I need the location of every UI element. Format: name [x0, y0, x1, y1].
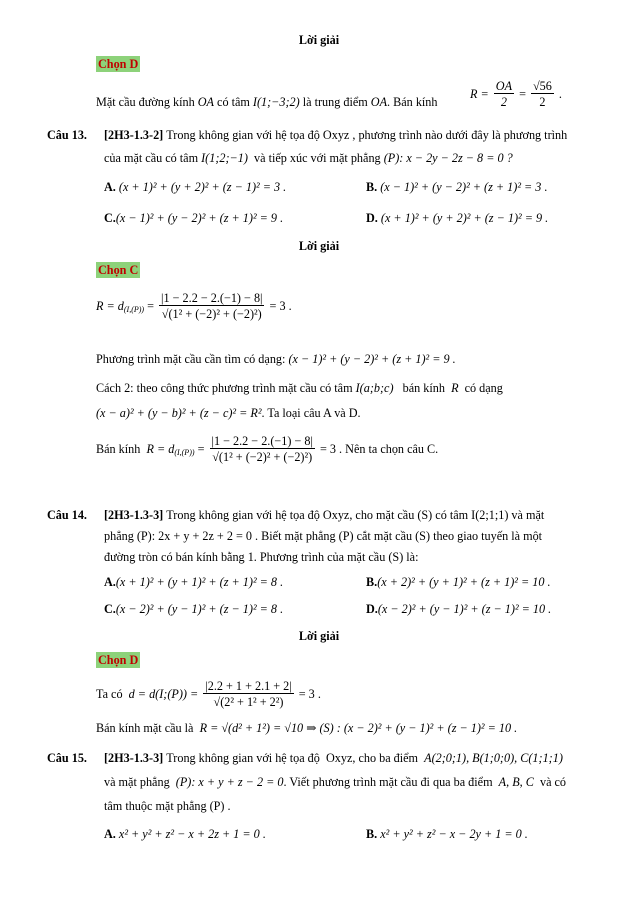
solution-heading-13: Lời giải	[298, 239, 340, 253]
option-a-14[interactable]: A.(x + 1)² + (y + 1)² + (z + 1)² = 8 .	[104, 575, 284, 589]
question-text-14-line2: phẳng (P): 2x + y + 2z + 2 = 0 . Biết mặt phẳng (P) cắt mặt cầu (S) theo giao tuyến là một	[104, 529, 543, 543]
answer-choice-badge-14: Chọn D	[98, 653, 139, 667]
option-c-13[interactable]: C.(x − 1)² + (y − 2)² + (z + 1)² = 9 .	[104, 211, 284, 225]
equation-line-13: Phương trình mặt cầu cần tìm có dạng: (x − 1)² + (y − 2)² + (z + 1)² = 9 .	[96, 352, 456, 366]
radius-formula-12: R = $\frac{OA}{2}$ = $\frac{√56}{2}$ .	[470, 79, 562, 110]
distance-formula-14: Ta có d = d(I;(P)) = $\frac{|2.2 + 1 + 2.1 + 2|}{\text{√(2² + 1² + 2²)}}$ = 3 .	[96, 679, 321, 710]
solution-text-12: Mặt cầu đường kính OA có tâm I(1;−3;2) là trung điểm OA. Bán kính	[96, 95, 438, 109]
method2-line2-13: (x − a)² + (y − b)² + (z − c)² = R². Ta loại câu A và D.	[96, 406, 361, 420]
solution-heading-14: Lời giải	[298, 629, 340, 643]
radius-line-14: Bán kính mặt cầu là R = √(d² + 1²) = √10 ⇒ (S) : (x − 2)² + (y − 1)² + (z − 1)² = 10 .	[96, 721, 518, 735]
question-text-13-line2: của mặt cầu có tâm I(1;2;−1) và tiếp xúc với mặt phẳng (P): x − 2y − 2z − 8 = 0 ?	[104, 151, 513, 165]
question-text-15-line2: và mặt phẳng (P): x + y + z − 2 = 0. Viết phương trình mặt cầu đi qua ba điểm A, B, C và có	[104, 775, 567, 789]
answer-choice-badge: Chọn D	[98, 57, 139, 71]
answer-choice-badge-13: Chọn C	[98, 263, 139, 277]
option-b-15[interactable]: B. x² + y² + z² − x − 2y + 1 = 0 .	[366, 827, 528, 841]
question-label-15: Câu 15.	[47, 751, 87, 765]
option-d-14[interactable]: D.(x − 2)² + (y − 1)² + (z − 1)² = 10 .	[366, 602, 552, 616]
option-b-14[interactable]: B.(x + 2)² + (y + 1)² + (z + 1)² = 10 .	[366, 575, 551, 589]
question-label-13: Câu 13.	[47, 128, 87, 142]
solution-heading: Lời giải	[298, 33, 340, 47]
option-a-15[interactable]: A. x² + y² + z² − x + 2z + 1 = 0 .	[104, 827, 266, 841]
option-b-13[interactable]: B. (x − 1)² + (y − 2)² + (z + 1)² = 3 .	[366, 180, 548, 194]
option-c-14[interactable]: C.(x − 2)² + (y − 1)² + (z − 1)² = 8 .	[104, 602, 284, 616]
question-text-14: [2H3-1.3-3] Trong không gian với hệ tọa độ Oxyz, cho mặt cầu (S) có tâm I(2;1;1) và mặt	[104, 508, 545, 522]
question-text-15: [2H3-1.3-3] Trong không gian với hệ tọa độ Oxyz, cho ba điểm A(2;0;1), B(1;0;0), C(1;1;1)	[104, 751, 563, 765]
question-label-14: Câu 14.	[47, 508, 87, 522]
question-text-14-line3: đường tròn có bán kính bằng 1. Phương trình của mặt cầu (S) là:	[104, 550, 419, 564]
option-a-13[interactable]: A. (x + 1)² + (y + 2)² + (z − 1)² = 3 .	[104, 180, 287, 194]
option-d-13[interactable]: D. (x + 1)² + (y + 2)² + (z − 1)² = 9 .	[366, 211, 549, 225]
radius-formula-13-b: Bán kính $R = d_{(I,(P))}$ = $\frac{|1 - 2.2 - 2.(-1) - 8|}{\text{√(1² + (−2)² + (−2)²)}}$ = 3 . Nên ta chọn câu C.	[96, 434, 439, 465]
radius-formula-13: $R = d_{(I,(P))}$ = $\frac{|1 - 2.2 - 2.(-1) - 8|}{\text{√(1² + (−2)² + (−2)²)}}$ = 3 .	[96, 291, 292, 322]
method2-line1-13: Cách 2: theo công thức phương trình mặt cầu có tâm I(a;b;c) bán kính R có dạng	[96, 381, 503, 395]
question-text-15-line3: tâm thuộc mặt phẳng (P) .	[104, 799, 231, 813]
question-text-13: [2H3-1.3-2] Trong không gian với hệ tọa độ Oxyz , phương trình nào dưới đây là phương trình	[104, 128, 568, 142]
